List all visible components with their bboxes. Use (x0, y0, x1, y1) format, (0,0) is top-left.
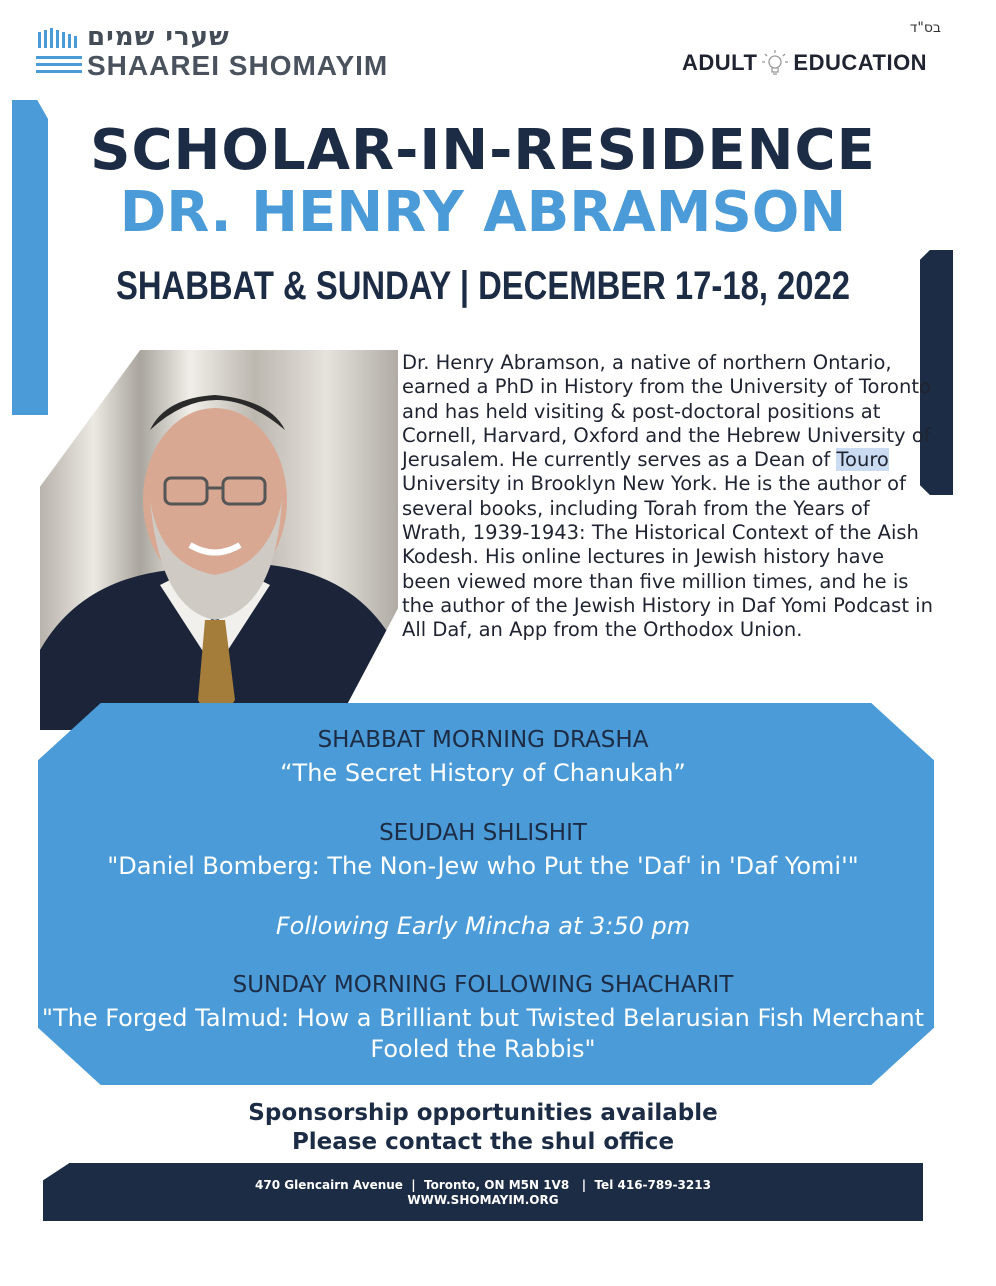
adult-label: ADULT (682, 50, 758, 75)
speaker-name: DR. HENRY ABRAMSON (119, 180, 847, 245)
event-3-subtitle: "The Forged Talmud: How a Brilliant but Twisted Belarusian Fish Merchant Fooled the Rabbis" (41, 1004, 925, 1063)
sponsorship-note (0, 1099, 966, 1157)
event-2-note: Following Early Mincha at 3:50 pm (275, 912, 691, 940)
speaker-photo (40, 350, 398, 730)
portrait-illustration (40, 350, 398, 730)
bsd-mark: בס"ד (909, 20, 941, 36)
event-1-subtitle: “The Secret History of Chanukah” (280, 759, 686, 787)
adult-education-logo (682, 48, 927, 78)
event-dates: SHABBAT & SUNDAY | DECEMBER 17-18, 2022 (115, 264, 851, 308)
bio-text-end: University in Brooklyn New York. He is the author of several books, including Torah from the Years of Wrath, 1939-1943: The Historical Context of the Aish Kodesh. His online lectures in Jewish history have been viewed more than five million times, and he is the author of the Jewish History in Daf Yomi Podcast in All Daf, an App from the Orthodox Union. (402, 472, 933, 642)
footer-website[interactable]: WWW.SHOMAYIM.ORG (407, 1193, 559, 1207)
bio-text-start: Dr. Henry Abramson, a native of northern Ontario, earned a PhD in History from the University of Toronto and has held visiting & post-doctoral positions at Cornell, Harvard, Oxford and the Hebrew University of Jerusalem. He currently serves as a Dean of (402, 351, 931, 472)
event-2-subtitle: "Daniel Bomberg: The Non-Jew who Put the 'Daf' in 'Daf Yomi'" (107, 852, 859, 880)
lightbulb-icon (761, 48, 789, 78)
event-3-heading: SUNDAY MORNING FOLLOWING SHACHARIT (232, 972, 734, 998)
scholar-title: SCHOLAR-IN-RESIDENCE (90, 118, 876, 183)
logo-hebrew-text: שערי שמים (87, 22, 230, 52)
sponsorship-line-1: Sponsorship opportunities available (248, 1100, 718, 1126)
event-1-heading: SHABBAT MORNING DRASHA (317, 727, 649, 753)
footer-address: 470 Glencairn Avenue | Toronto, ON M5N 1V8 | Tel 416-789-3213 (255, 1178, 711, 1192)
logo-mark-icon (36, 26, 84, 80)
speaker-bio (402, 351, 937, 643)
footer-contact (43, 1178, 923, 1208)
education-label: EDUCATION (793, 50, 928, 75)
sponsorship-line-2: Please contact the shul office (291, 1129, 675, 1155)
bio-highlighted-word: Touro (836, 448, 889, 472)
event-2-heading: SEUDAH SHLISHIT (379, 820, 587, 846)
logo-english-text: SHAAREI SHOMAYIM (87, 50, 389, 81)
